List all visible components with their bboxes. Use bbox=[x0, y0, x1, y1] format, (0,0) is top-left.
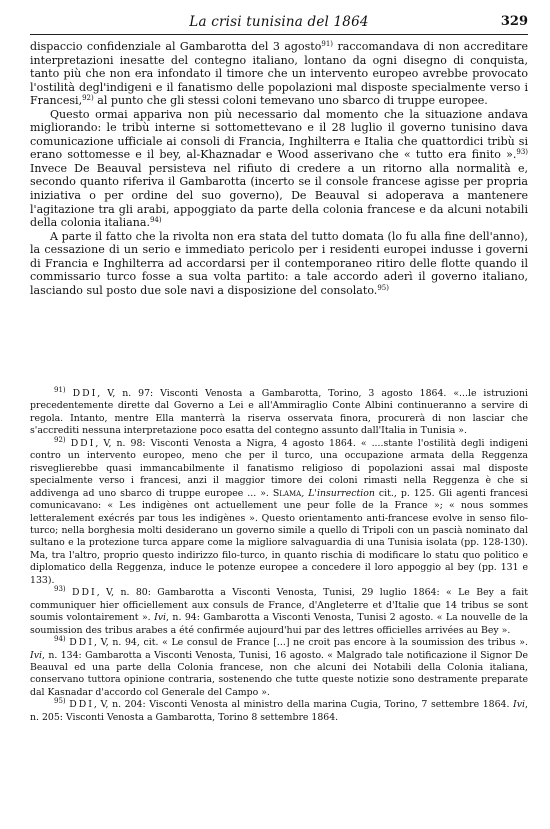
footnote-number: 95) bbox=[54, 697, 66, 706]
footnotes bbox=[30, 388, 528, 724]
running-header bbox=[30, 12, 528, 35]
footnote-95: $^{95)}$ DDI, V, n. 204: Visconti Venosta al ministro della marina Cugia, Torino, 7 settembre 1864. Ivi, n. 205: Visconti Venosta a Gambarotta, Torino 8 settembre 1864. bbox=[30, 697, 528, 723]
page-number: 329 bbox=[500, 14, 528, 29]
footnote-ref-92: 92) bbox=[82, 94, 94, 103]
footnote-94: $^{94)}$ DDI, V, n. 94, cit. « Le consul de France [...] ne croit pas encore à la soumission des tribus ». Ivi, n. 134: Gambarotta a Visconti Venosta, Tunisi, 16 agosto. « Malgrado tale notificazione il Signor De Beauval ed una parte della Colonia francese, non che alcuni dei Notabili della Colonia italiana, conservano tuttora opinione contraria, sostenendo che tutte queste notizie sono destramente preparate dal Kasnadar d'accordo col Generale del Campo ». bbox=[30, 635, 528, 698]
footnote-ref-95: 95) bbox=[377, 283, 389, 292]
footnote-ref-94: 94) bbox=[149, 216, 162, 225]
work-title: , L'insurrection bbox=[301, 487, 375, 499]
footnote-91: $^{91)}$ DDI, V, n. 97: Visconti Venosta a Gambarotta, Torino, 3 agosto 1864. «...le istruzioni precedentemente dirette dal Governo a Lei e all'Ammiraglio Conte Albini continueranno a servire di regola. Intanto, mentre Ella manterrà la riserva osservata finora, procurerà di non lasciar che s'accrediti nessuna interpretazione poco esatta del contegno assunto dall'Italia in Tunisia ». bbox=[30, 386, 528, 437]
paragraph-3: A parte il fatto che la rivolta non era stata del tutto domata (lo fu alla fine dell'anno), la cessazione di un serio e immediato pericolo per i residenti europei indusse i governi di Francia e Inghilterra ad accordarsi per il contemporaneo ritiro delle flotte quando il commissario turco fosse a sua volta partito: a tale accordo aderì il governo italiano, lasciando sul posto due sole navi a disposizione del consolato.$^{95)}$ bbox=[30, 229, 528, 297]
footnote-number: 92) bbox=[54, 435, 66, 444]
footnote-number: 93) bbox=[54, 585, 66, 594]
paragraph-1: dispaccio confidenziale al Gambarotta del 3 agosto$^{91)}$ raccomandava di non accreditare interpretazioni inesatte del contegno italiano, lontano da ogni disegno di conquista, tanto più che non era infondato il timore che un intervento europeo avrebbe provocato l'ostilità degl'indigeni e il fanatismo delle popolazioni mal disposte specialmente verso i Francesi,$^{92)}$ al punto che gli stessi coloni temevano uno sbarco di truppe europee. bbox=[30, 40, 528, 108]
footnote-92: $^{92)}$ DDI, V, n. 98: Visconti Venosta a Nigra, 4 agosto 1864. « ....stante l'ostilità degli indigeni contro un intervento europeo, meno che per il turco, una occupazione armata della Reggenza risveglierebbe quasi immancabilmente il fanatismo religioso di popolazioni assai mal disposte specialmente verso i francesi, anzi il maggior timore dei coloni rimasti nella Reggenza è che si addivenga ad uno sbarco di truppe europee ... ». Slama, L'insurrection cit., p. 125. Gli agenti francesi comunicavano: « Les indigènes ont actuellement une peur folle de la France »; « nous sommes letteralement exécrés par tous les indigènes ». Questo orientamento anti-francese evolve in senso filo-turco; nella borghesia molti desiderano un governo simile a quello di Tripoli con un pascià nominato dal sultano e la protezione turca appare come la migliore salvaguardia di una Tunisia isolata (pp. 128-130). Ma, tra l'altro, proprio questo indirizzo filo-turco, in quanto rischia di modificare lo statu quo politico e diplomatico della Reggenza, induce le potenze europee a concedere il loro appoggio al bey (pp. 131 e 133). bbox=[30, 435, 528, 586]
footnote-ref-93: 93) bbox=[516, 148, 528, 157]
footnote-93: $^{93)}$ DDI, V, n. 80: Gambarotta a Visconti Venosta, Tunisi, 29 luglio 1864: « Le Bey a fait communiquer hier officiellement aux consuls de France, d'Angleterre et d'Italie que 14 tribus se sont soumis volontairement ». Ivi, n. 94: Gambarotta a Visconti Venosta, Tunisi 2 agosto. « La nouvelle de la soumission des tribus arabes a été confirmée aujourd'hui par des lettres officielles arrivées au Bey ». bbox=[30, 585, 528, 636]
footnote-number: 91) bbox=[54, 386, 66, 394]
paragraph-2: Questo ormai appariva non più necessario dal momento che la situazione andava migliorando: le tribù interne si sottomettevano e il 28 luglio il governo tunisino dava comunicazione ufficiale ai consoli di Francia, Inghilterra e Italia che quattordici tribù si erano sottomesse e il bey, al-Khaznadar e Wood asserivano che « tutto era finito ».$^{93)}$ Invece De Beauval persisteva nel rifiuto di credere a un ritorno alla normalità e, secondo quanto riferiva il Gambarotta (incerto se il console francese agisse per propria iniziativa o per ordine del suo governo), De Beauval si adoperava a mantenere l'agitazione tra gli arabi, appoggiato da parte della colonia francese e da alcuni notabili della colonia italiana.$^{94)}$ bbox=[30, 107, 528, 230]
footnote-ref-91: 91) bbox=[321, 40, 334, 48]
footnote-number: 94) bbox=[54, 635, 66, 644]
running-title: La crisi tunisina del 1864 bbox=[189, 14, 369, 30]
main-text bbox=[30, 40, 528, 297]
author-name: Slama bbox=[272, 487, 302, 499]
